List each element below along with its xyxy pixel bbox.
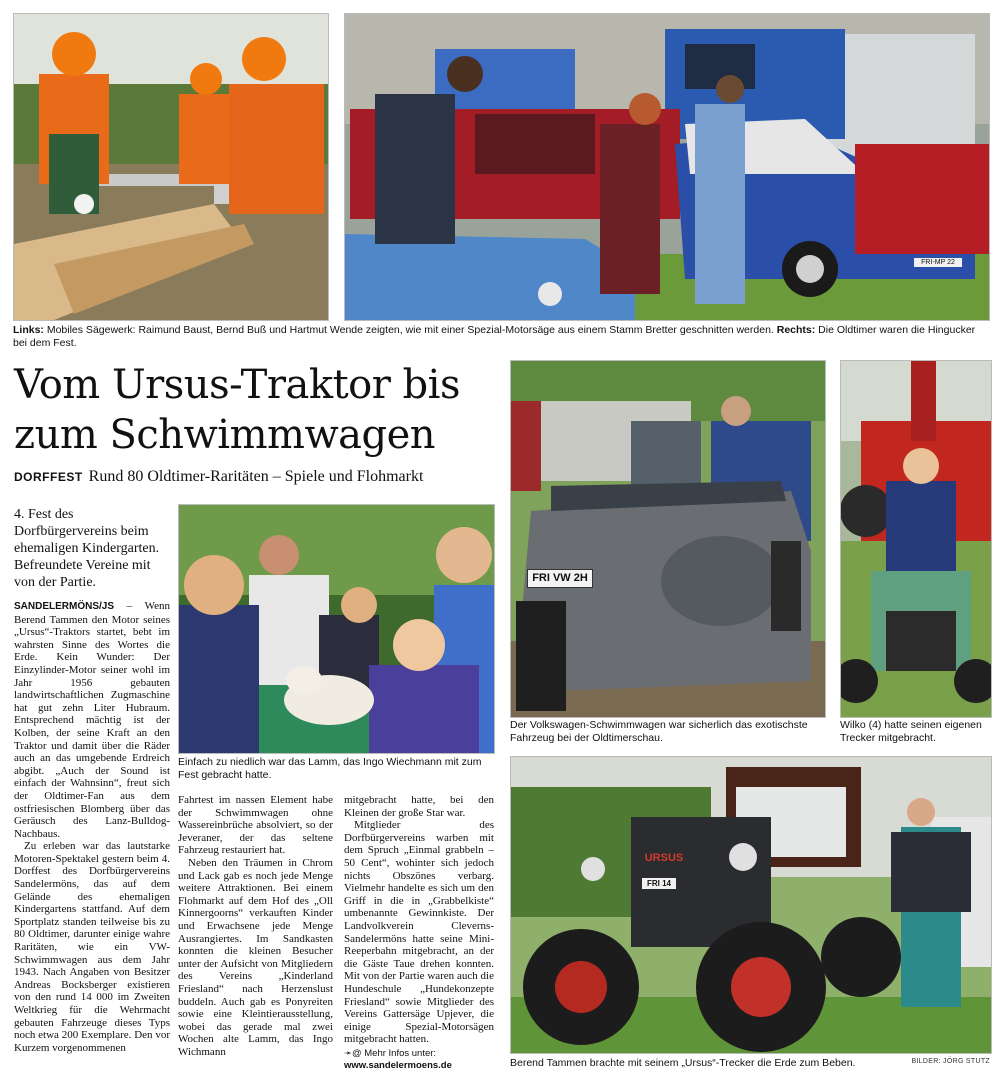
- plate-car: FRI-MP 22: [914, 258, 962, 267]
- teaser: 4. Fest des Dorfbürgervereins beim ehemaligen Kindergarten. Befreundete Vereine mit von der Partie.: [14, 507, 160, 590]
- headline: [14, 360, 504, 460]
- article-paragraph: Fahrtest im nassen Element habe der Schwimmwagen ohne Wassereinbrüche absolviert, so der Jeveraner, der das seltene Fahrzeug restauriert hat.: [178, 794, 333, 857]
- plate-schwimmwagen: FRI VW 2H: [527, 569, 593, 588]
- caption-links-label: Links:: [13, 324, 44, 336]
- more-info-label: Mehr Infos unter:: [364, 1047, 437, 1059]
- article-text: – Wenn Berend Tammen den Motor seines „Ursus“-Traktors startet, bebt im wahrsten Sinne des Wortes die Erde. Kein Wunder: Der Einzylinder-Motor seiner wohl im Jahr 1956 gebauten landwirtschaftlichen Zugmaschine hat gut zehn Liter Hubraum. Entsprechend mächtig ist der Kolben, der seine Kraft an den Traktor und damit über die Räder auch an das umgebende Erdreich abgibt. „Auch der Sound ist einfach der Wahnsinn“, freut sich der Oldtimer-Fan aus dem ostfriesischen Blomberg über das Geräusch des Lanz-Bulldog-Nachbaus.: [14, 600, 170, 840]
- caption-wilko: Wilko (4) hatte seinen eigenen Trecker mitgebracht.: [840, 719, 982, 744]
- kicker: [14, 468, 504, 486]
- article-paragraph: [14, 600, 170, 840]
- photo-schwimmwagen: [510, 360, 826, 718]
- caption-links-text: Mobiles Sägewerk: Raimund Baust, Bernd Buß und Hartmut Wende zeigten, wie mit einer Spezial-Motorsäge aus einem Stamm Bretter geschnitten werden.: [43, 324, 777, 336]
- caption-top: [13, 324, 991, 350]
- plate-ursus: FRI 14: [642, 878, 676, 889]
- photo-wilko: [840, 360, 992, 718]
- photo-credit: BILDER: JÖRG STUTZ: [911, 1058, 990, 1065]
- article-paragraph: Zu erleben war das lautstarke Motoren-Spektakel gestern beim 4. Dorffest des Dorfbürgervereins Sandelermöns, das auf dem Gelände des ehemaligen Kindergartens stattfand. Auf dem Sportplatz standen teilweise bis zu 80 Oldtimer, darunter einige wahre Raritäten, wie ein VW-Schwimmwagen aus dem Jahr 1943. Nach Angaben von Besitzer Andreas Bocksberger existieren von den rund 14 000 im Zweiten Weltkrieg für die Wehrmacht gebauten Fahrzeuge dieses Typs noch etwa 200 Exemplare. Den vor Kurzem vorgenommenen: [14, 840, 170, 1054]
- photo-sawmill: [13, 13, 329, 321]
- article-paragraph: mitgebracht hatte, bei den Kleinen der große Star war.: [344, 794, 494, 819]
- caption-ursus: Berend Tammen brachte mit seinem „Ursus“-Trecker die Erde zum Beben.: [510, 1057, 856, 1069]
- article-column-3: [344, 794, 494, 1072]
- photo-ursus: [510, 756, 992, 1054]
- article-paragraph: Neben den Träumen in Chrom und Lack gab es noch jede Menge weitere Attraktionen. Bei einem Flohmarkt auf dem Hof des „Oll Kinnergoorns“ verkauften Kinder und Erwachsene jede Menge Ausrangiertes. Im Sandkasten konnten die kleinen Besucher unter der Aufsicht von Mitgliedern des Vereins „Kinderland Friesland“ nach Herzenslust buddeln. Auch gab es Ponyreiten sowie eine Kleintierausstellung, wobei das gerade mal zwei Wochen alte Lamm, das Ingo Wichmann: [178, 856, 333, 1058]
- headline-line-2: zum Schwimmwagen: [14, 412, 436, 458]
- photo-oldtimers: [344, 13, 990, 321]
- photo-lamb: [178, 504, 495, 754]
- caption-lamb: Einfach zu niedlich war das Lamm, das Ingo Wiechmann mit zum Fest gebracht hatte.: [178, 756, 482, 781]
- caption-schwimmwagen: Der Volkswagen-Schwimmwagen war sicherlich das exotischste Fahrzeug bei der Oldtimerschau.: [510, 719, 808, 744]
- headline-line-1: Vom Ursus-Traktor bis: [14, 362, 460, 408]
- article-column-2: [178, 794, 333, 1058]
- article-column-1: [14, 600, 170, 1054]
- arrow-icon: ➛@: [344, 1047, 362, 1059]
- kicker-text: Rund 80 Oldtimer-Raritäten – Spiele und Flohmarkt: [88, 468, 424, 485]
- caption-rechts-text: Die Oldtimer waren die Hingucker bei dem Fest.: [13, 324, 976, 349]
- dateline: SANDELERMÖNS/JS: [14, 601, 115, 612]
- kicker-tag: DORFFEST: [14, 470, 83, 484]
- more-info-url[interactable]: www.sandelermoens.de: [344, 1059, 452, 1071]
- ursus-badge: URSUS: [644, 852, 684, 864]
- article-paragraph: Mitglieder des Dorfbürgervereins warben mit dem Spruch „Einmal grabbeln – 50 Cent“, wohinter sich jedoch nichts Obszönes verbarg. Vielmehr handelte es sich um den Griff in die in „Grabbelkiste“ umbenannte Gewinnkiste. Der Landvolkverein Cleverns-Sandelermöns hatte seine Mini-Reeperbahn mitgebracht, an der die Gäste Taue drehen konnten. Mit von der Partie waren auch die Hundeschule „Hundekonzepte Friesland“ sowie Mitglieder des Vereins Gattersäge Upjever, die einige Spezial-Motorsägen mitgebracht hatten.: [344, 819, 494, 1046]
- more-info: [344, 1048, 494, 1072]
- caption-rechts-label: Rechts:: [776, 324, 816, 336]
